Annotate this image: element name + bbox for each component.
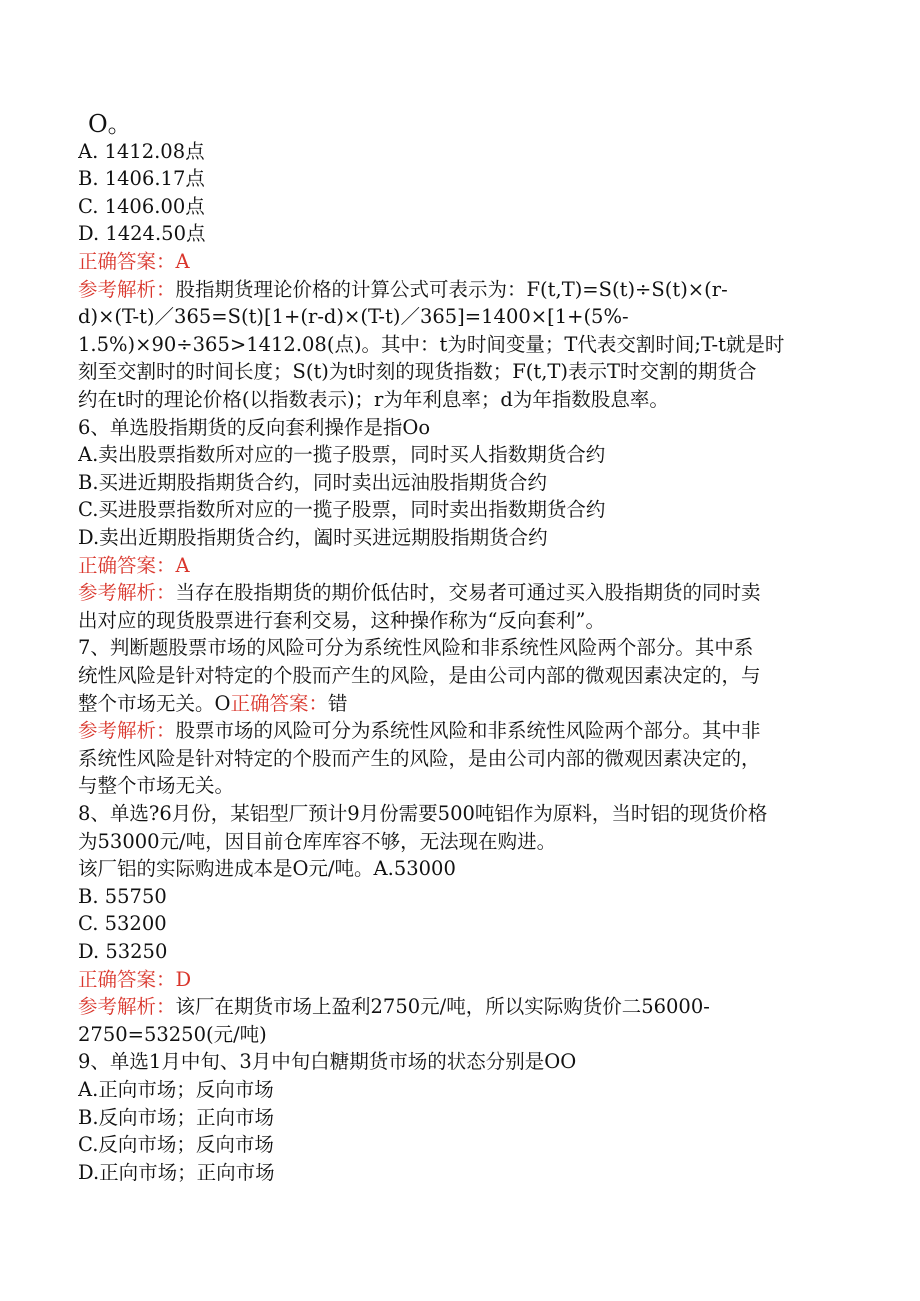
answer-label: A <box>175 553 190 577</box>
text-line <box>78 552 838 580</box>
text-line <box>78 248 838 276</box>
text-line <box>78 441 838 469</box>
text-span: 系统性风险是针对特定的个股而产生的风险，是由公司内部的微观因素决定的， <box>78 746 761 770</box>
text-line <box>78 1104 838 1132</box>
text-line <box>78 138 838 166</box>
text-span: C. 1406.00点 <box>78 194 205 218</box>
answer-label: 正确答案： <box>78 553 176 577</box>
text-span: C.买进股票指数所对应的一揽子股票，同时卖出指数期货合约 <box>78 498 606 522</box>
text-span: 8、单选?6月份，某铝型厂预计9月份需要500吨铝作为原料，当时铝的现货价格 <box>78 802 768 825</box>
answer-label: 正确答案： <box>230 691 329 715</box>
text-line <box>78 690 838 718</box>
text-line <box>78 883 838 911</box>
text-line <box>78 220 838 248</box>
text-span: d)×(T-t)／365=S(t)[1+(r-d)×(T-t)／365]=1400×[1+(5%- <box>78 305 629 329</box>
answer-label: 参考解析： <box>78 277 176 301</box>
answer-label: 正确答案： <box>78 250 176 273</box>
text-span: 股票市场的风险可分为系统性风险和非系统性风险两个部分。其中非 <box>175 719 761 743</box>
text-line <box>78 745 838 773</box>
text-span: 2750=53250(元/吨) <box>78 1022 267 1046</box>
text-line <box>78 1159 838 1187</box>
text-line <box>78 524 838 552</box>
text-line <box>78 165 838 193</box>
text-line <box>78 414 838 442</box>
text-span: A.正向市场；反向市场 <box>78 1078 274 1101</box>
text-span: 6、单选股指期货的反向套利操作是指Oo <box>78 415 431 439</box>
text-line <box>78 828 838 856</box>
text-span: A.卖出股票指数所对应的一揽子股票，同时买人指数期货合约 <box>78 443 606 467</box>
text-line <box>78 1048 838 1076</box>
text-line <box>78 634 838 662</box>
text-span: 出对应的现货股票进行套利交易，这种操作称为“反向套利”。 <box>78 608 605 632</box>
text-line <box>78 717 838 745</box>
text-line <box>78 662 838 690</box>
text-line <box>78 358 838 386</box>
text-span: C. 53200 <box>78 912 167 936</box>
text-span: 7、判断题股票市场的风险可分为系统性风险和非系统性风险两个部分。其中系 <box>78 636 754 660</box>
text-line <box>88 110 848 138</box>
text-span: 刻至交割时的时间长度；S(t)为t时刻的现货指数；F(t,T)表示T时交割的期货合 <box>78 360 757 384</box>
text-span: B.买进近期股指期货合约，同时卖出远油股指期货合约 <box>78 470 548 494</box>
text-line <box>78 855 838 883</box>
text-line <box>78 276 838 304</box>
answer-label: 参考解析： <box>78 995 176 1019</box>
text-span: C.反向市场；反向市场 <box>78 1133 274 1157</box>
text-line <box>78 303 838 331</box>
text-line <box>78 386 838 414</box>
answer-label: 正确答案： <box>78 967 176 991</box>
text-line <box>78 469 838 497</box>
text-span: 为53000元/吨，因目前仓库库容不够，无法现在购进。 <box>78 829 557 853</box>
text-line <box>78 910 838 938</box>
text-span: 股指期货理论价格的计算公式可表示为：F(t,T)=S(t)÷S(t)×(r- <box>175 277 728 301</box>
text-span: 该厂在期货市场上盈利2750元/吨，所以实际购货价二56000- <box>175 995 710 1019</box>
text-line <box>78 800 838 828</box>
text-span: 与整个市场无关。 <box>78 774 235 798</box>
text-span: 当存在股指期货的期价低估时，交易者可通过买入股指期货的同时卖 <box>175 581 761 605</box>
text-span: 9、单选1月中旬、3月中旬白糖期货市场的状态分别是OO <box>78 1050 577 1074</box>
text-line <box>78 1076 838 1104</box>
text-span: 整个市场无关。O <box>78 691 231 715</box>
text-span: A. 1412.08点 <box>78 139 205 163</box>
text-line <box>78 772 838 800</box>
text-line <box>78 331 838 359</box>
text-span: 统性风险是针对特定的个股而产生的风险，是由公司内部的微观因素决定的，与 <box>78 664 761 687</box>
answer-label: 参考解析： <box>78 719 176 743</box>
answer-label: A <box>175 250 190 273</box>
text-line <box>78 966 838 994</box>
text-line <box>78 193 838 221</box>
text-span: 1.5%)×90÷365>1412.08(点)。其中：t为时间变量；T代表交割时间;T-t就是时 <box>78 332 785 356</box>
answer-label: D <box>175 967 192 991</box>
text-line <box>78 938 838 966</box>
text-span: D.卖出近期股指期货合约，阖时买进远期股指期货合约 <box>78 526 548 549</box>
text-span: B. 55750 <box>78 884 167 908</box>
text-span: O。 <box>88 110 132 138</box>
text-span: B. 1406.17点 <box>78 167 205 191</box>
text-span: D.正向市场；正向市场 <box>78 1160 275 1184</box>
text-span: 错 <box>328 691 348 715</box>
text-span: B.反向市场；正向市场 <box>78 1105 275 1129</box>
text-line <box>78 1131 838 1159</box>
text-line <box>78 993 838 1021</box>
answer-label: 参考解析： <box>78 581 176 605</box>
text-line <box>78 496 838 524</box>
text-span: 约在t时的理论价格(以指数表示)；r为年利息率；d为年指数股息率。 <box>78 388 669 411</box>
text-span: D. 1424.50点 <box>78 222 206 246</box>
text-line <box>78 1021 838 1049</box>
text-span: D. 53250 <box>78 940 168 963</box>
text-span: 该厂铝的实际购进成本是O元/吨。A.53000 <box>78 857 456 881</box>
text-line <box>78 607 838 635</box>
text-line <box>78 579 838 607</box>
